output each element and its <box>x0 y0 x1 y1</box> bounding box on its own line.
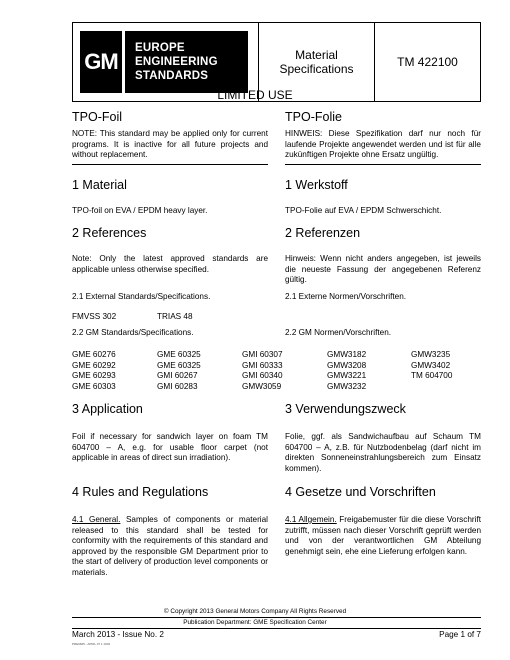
gm-standard-item: GMI 60267 <box>157 371 198 381</box>
left-rules-prefix: 4.1 General. <box>72 515 121 524</box>
footer-divider-2 <box>72 628 481 629</box>
right-rules-body: Freigabemuster für die diese Vorschrift zutrifft, müssen nach dieser Vorschrift geprüft werden und von der verantwortlichen GM Abteilung genehmigt sein, ehe eine Lieferung erfolgen kann. <box>285 515 482 556</box>
gm-standard-item: TM 604700 <box>411 371 453 381</box>
left-references-heading: 2 References <box>72 226 147 240</box>
right-material-heading: 1 Werkstoff <box>285 178 348 192</box>
gm-standard-item: GMI 60307 <box>242 350 283 359</box>
right-rules-heading: 4 Gesetze und Vorschriften <box>285 485 436 499</box>
gm-standard-item: GME 60292 <box>72 360 116 370</box>
gm-standards-column-1 <box>72 350 116 392</box>
document-number: TM 422100 <box>397 55 458 69</box>
left-title: TPO-Foil <box>72 110 122 124</box>
right-references-heading: 2 Referenzen <box>285 226 361 240</box>
external-standard-item: TRIAS 48 <box>157 312 193 321</box>
right-material-text: TPO-Folie auf EVA / EPDM Schwerschicht. <box>285 206 442 215</box>
left-rules-body: Samples of components or material released to this standard shall be tested for conformity with the requirements of this standard and approved by the responsible GM Department prior to the start of delivery of production level components or materials. <box>72 515 268 577</box>
right-gm-standards-heading: 2.2 GM Normen/Vorschriften. <box>285 328 392 337</box>
footer-form-code: PRE9845 - APRIL 07 1 1603 <box>72 642 111 646</box>
header-title-line-2: Specifications <box>279 62 354 76</box>
right-divider-1 <box>285 164 481 165</box>
brand-line-2: ENGINEERING <box>135 56 218 68</box>
right-title: TPO-Folie <box>285 110 342 124</box>
gm-logo: GM <box>80 31 122 93</box>
gm-standard-item: GMW3232 <box>327 381 367 391</box>
left-divider-1 <box>72 164 268 165</box>
gm-standard-item: GME 60293 <box>72 371 116 381</box>
gm-standard-item: GMW3221 <box>327 371 367 381</box>
right-note: HINWEIS: Diese Spezifikation darf nur noch für laufende Projekte angewendet werden und ist für alle zukünftigen Projekte ohne Ersatz ungültig. <box>285 129 481 160</box>
brand-line-3: STANDARDS <box>135 70 209 82</box>
left-references-note: Note: Only the latest approved standards are applicable unless otherwise specified. <box>72 254 268 274</box>
gm-standard-item: GME 60276 <box>72 350 116 359</box>
gm-standards-column-3 <box>242 350 283 392</box>
right-references-note: Hinweis: Wenn nicht anders angegeben, ist jeweils die neueste Fassung der angegebenen Referenz gültig. <box>285 254 481 285</box>
gm-standard-item: GMW3059 <box>242 381 282 391</box>
brand-line-1: EUROPE <box>135 42 185 54</box>
gm-standard-item: GME 60325 <box>157 360 201 370</box>
gm-standard-item: GMI 60333 <box>242 360 283 370</box>
left-application-text: Foil if necessary for sandwich layer on foam TM 604700 – A, e.g. for usable floor carpet (not applicable in areas of direct sun irradiation). <box>72 432 268 463</box>
gm-standards-column-2 <box>157 350 201 392</box>
header-title-line-1: Material <box>295 48 338 62</box>
gm-standard-item: GMW3208 <box>327 360 367 370</box>
left-application-heading: 3 Application <box>72 402 143 416</box>
gm-standard-item: GMI 60283 <box>157 381 198 391</box>
gm-standard-item: GMW3235 <box>411 350 451 359</box>
right-application-heading: 3 Verwendungszweck <box>285 402 406 416</box>
left-gm-standards-heading: 2.2 GM Standards/Specifications. <box>72 328 194 337</box>
right-rules-text <box>285 515 481 557</box>
right-external-standards-heading: 2.1 Externe Normen/Vorschriften. <box>285 292 407 301</box>
footer-date-issue: March 2013 - Issue No. 2 <box>72 630 164 639</box>
footer-publication: Publication Department: GME Specification Center <box>183 619 327 626</box>
footer-divider-1 <box>72 617 481 618</box>
left-external-standards-heading: 2.1 External Standards/Specifications. <box>72 292 211 301</box>
gm-standard-item: GME 60303 <box>72 381 116 391</box>
gm-standards-column-5 <box>411 350 452 382</box>
left-material-heading: 1 Material <box>72 178 127 192</box>
limited-use-label: LIMITED USE <box>217 88 293 102</box>
right-application-text: Folie, ggf. als Sandwichaufbau auf Schaum TM 604700 – A, z.B. für Nutzbodenbelag (darf nicht im direkten Sonneneinstrahlungsbereich zum Einsatz kommen). <box>285 432 481 473</box>
europe-engineering-standards-logo <box>125 31 248 93</box>
gm-standards-column-4 <box>327 350 366 392</box>
left-note: NOTE: This standard may be applied only for current programs. It is inactive for all future projects and without replacement. <box>72 129 268 160</box>
gm-standard-item: GME 60325 <box>157 350 201 359</box>
gm-standard-item: GMI 60340 <box>242 371 283 381</box>
gm-standard-item: GMW3182 <box>327 350 367 359</box>
left-material-text: TPO-foil on EVA / EPDM heavy layer. <box>72 206 208 215</box>
right-rules-prefix: 4.1 Allgemein. <box>285 515 337 524</box>
gm-standard-item: GMW3402 <box>411 360 451 370</box>
footer-copyright: © Copyright 2013 General Motors Company All Rights Reserved <box>163 608 347 615</box>
left-rules-heading: 4 Rules and Regulations <box>72 485 209 499</box>
left-rules-text <box>72 515 268 579</box>
external-standard-item: FMVSS 302 <box>72 312 117 321</box>
footer-page-number: Page 1 of 7 <box>439 630 481 639</box>
